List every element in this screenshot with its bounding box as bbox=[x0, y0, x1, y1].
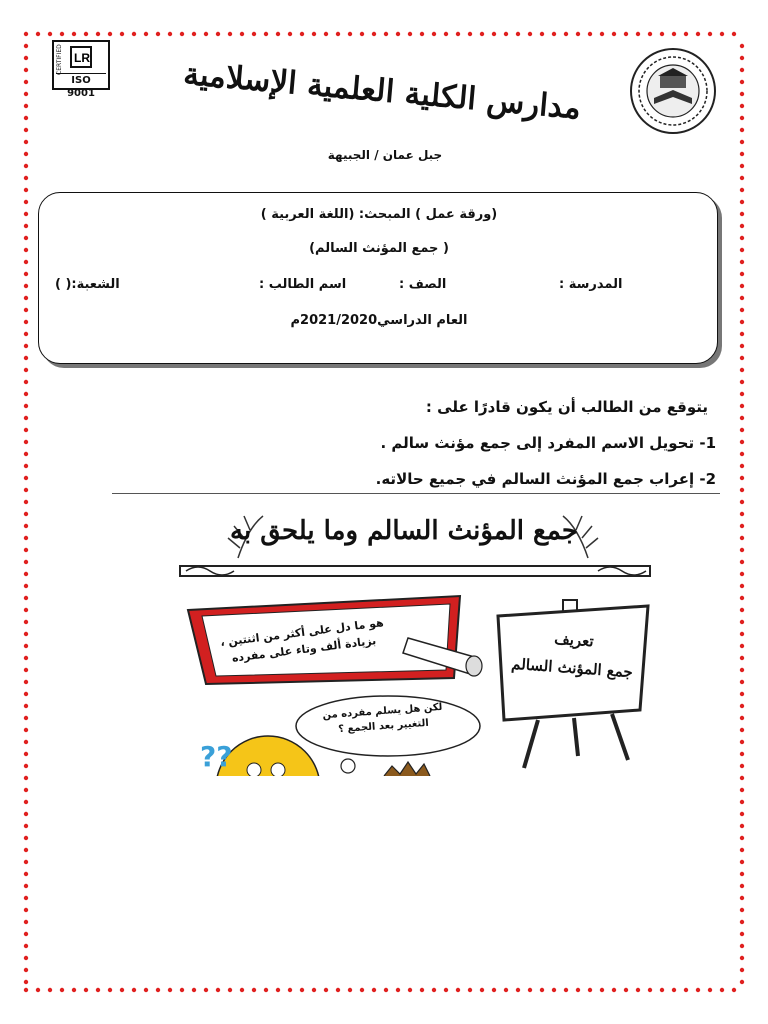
lesson-illustration bbox=[178, 508, 654, 776]
section-field: الشعبة:( ) bbox=[55, 277, 120, 292]
worksheet-topic: ( جمع المؤنث السالم) bbox=[309, 241, 449, 256]
objective-item: 1- تحويل الاسم المفرد إلى جمع مؤنث سالم . bbox=[380, 434, 716, 452]
school-location: جبل عمان / الجبيهة bbox=[327, 148, 443, 162]
student-name-field: اسم الطالب : bbox=[259, 277, 347, 292]
objectives-intro: يتوقع من الطالب أن يكون قادرًا على : bbox=[425, 398, 708, 416]
worksheet-info-box bbox=[38, 192, 718, 364]
divider-line bbox=[112, 493, 720, 494]
worksheet-subject-line: (ورقة عمل ) المبحث: (اللغة العربية ) bbox=[260, 207, 498, 222]
easel-board-text bbox=[506, 622, 640, 687]
iso-certification-logo bbox=[52, 40, 110, 99]
thought-cloud-text: لكن هل يسلم مفرده من التغيير بعد الجمع ؟ bbox=[322, 701, 443, 736]
objective-item: 2- إعراب جمع المؤنث السالم في جميع حالاته. bbox=[375, 470, 716, 488]
board-heading: تعريف bbox=[553, 629, 595, 651]
school-name-title: مدارس الكلية العلمية الإسلامية bbox=[182, 55, 583, 127]
illustration-banner-title: جمع المؤنث السالم وما يلحق به bbox=[230, 516, 578, 546]
class-field: الصف : bbox=[399, 277, 447, 292]
teacher-field: المدرسة : bbox=[559, 277, 623, 292]
school-seal-logo bbox=[628, 46, 718, 136]
iso-certified-text: CERTIFIED bbox=[56, 44, 63, 75]
board-subtitle: جمع المؤنث السالم bbox=[510, 654, 634, 682]
academic-year: العام الدراسي2021/2020م bbox=[290, 313, 468, 328]
svg-text:LR: LR bbox=[74, 51, 90, 65]
lr-mark bbox=[70, 46, 92, 68]
question-marks: ?? bbox=[200, 740, 233, 773]
definition-scroll-text: هو ما دل على أكثر من اثنتين ، بزيادة ألف وتاء على مفرده bbox=[219, 616, 385, 665]
iso-label: ISO 9001 bbox=[56, 73, 106, 87]
